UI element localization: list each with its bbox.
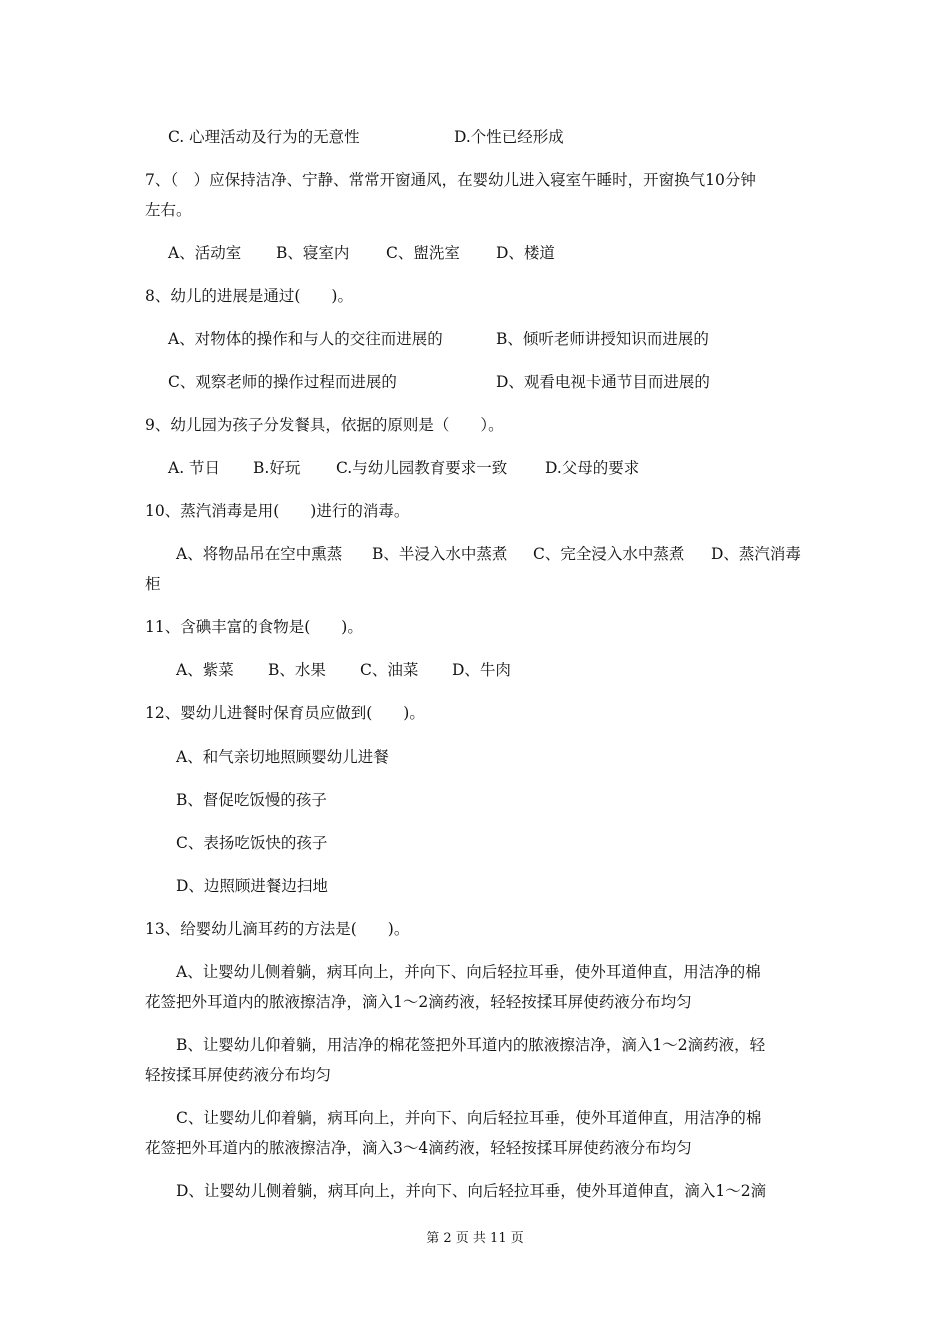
option-b: B、倾听老师讲授知识而进展的 <box>496 330 709 348</box>
option-a: A. 节日 <box>168 459 221 477</box>
page-footer: 第 2 页 共 11 页 <box>426 1231 524 1246</box>
option-d-continued: 柜 <box>145 575 161 593</box>
option-b: B、让婴幼儿仰着躺，用洁净的棉花签把外耳道内的脓液擦洁净，滴入1～2滴药液，轻 <box>176 1036 766 1054</box>
option-a: A、紫菜 <box>176 661 234 679</box>
question-text: 12、婴幼儿进餐时保育员应做到( )。 <box>145 704 425 722</box>
question-text: 8、幼儿的进展是通过( )。 <box>145 287 353 305</box>
option-a-continued: 花签把外耳道内的脓液擦洁净，滴入1～2滴药液，轻轻按揉耳屏使药液分布均匀 <box>145 993 692 1011</box>
option-b: B.好玩 <box>253 459 301 477</box>
option-d: D、让婴幼儿侧着躺，病耳向上，并向下、向后轻拉耳垂，使外耳道伸直，滴入1～2滴 <box>176 1182 767 1200</box>
question-text: 10、蒸汽消毒是用( )进行的消毒。 <box>145 502 410 520</box>
option-c: C、盥洗室 <box>386 244 460 262</box>
option-c: C.与幼儿园教育要求一致 <box>336 459 508 477</box>
option-d: D、观看电视卡通节目而进展的 <box>496 373 710 391</box>
option-d: D、蒸汽消毒 <box>711 545 801 563</box>
option-b: B、寝室内 <box>276 244 350 262</box>
option-c-continued: 花签把外耳道内的脓液擦洁净，滴入3～4滴药液，轻轻按揉耳屏使药液分布均匀 <box>145 1139 692 1157</box>
option-c: C、让婴幼儿仰着躺，病耳向上，并向下、向后轻拉耳垂，使外耳道伸直，用洁净的棉 <box>176 1109 762 1127</box>
option-a: A、活动室 <box>168 244 242 262</box>
question-text: 9、幼儿园为孩子分发餐具，依据的原则是（ ）。 <box>145 416 504 434</box>
option-c: C、表扬吃饭快的孩子 <box>176 834 328 852</box>
option-a: A、将物品吊在空中熏蒸 <box>176 545 343 563</box>
option-d: D、牛肉 <box>452 661 511 679</box>
option-c: C. 心理活动及行为的无意性 <box>168 128 360 146</box>
option-c: C、观察老师的操作过程而进展的 <box>168 373 397 391</box>
question-text: 11、含碘丰富的食物是( )。 <box>145 618 363 636</box>
option-b-continued: 轻按揉耳屏使药液分布均匀 <box>145 1066 332 1084</box>
option-a: A、和气亲切地照顾婴幼儿进餐 <box>176 748 389 766</box>
question-text: 13、给婴幼儿滴耳药的方法是( )。 <box>145 920 410 938</box>
option-d: D、边照顾进餐边扫地 <box>176 877 328 895</box>
option-d: D.父母的要求 <box>545 459 640 477</box>
option-b: B、水果 <box>268 661 326 679</box>
option-d: D、楼道 <box>496 244 555 262</box>
option-a: A、对物体的操作和与人的交往而进展的 <box>168 330 443 348</box>
option-a: A、让婴幼儿侧着躺，病耳向上，并向下、向后轻拉耳垂，使外耳道伸直，用洁净的棉 <box>176 963 761 981</box>
option-c: C、油菜 <box>360 661 419 679</box>
question-text-continued: 左右。 <box>145 201 192 219</box>
option-c: C、完全浸入水中蒸煮 <box>533 545 685 563</box>
option-b: B、督促吃饭慢的孩子 <box>176 791 327 809</box>
question-text: 7、（ ）应保持洁净、宁静、常常开窗通风，在婴幼儿进入寝室午睡时，开窗换气10分钟 <box>145 171 756 189</box>
option-b: B、半浸入水中蒸煮 <box>372 545 508 563</box>
option-d: D.个性已经形成 <box>454 128 564 146</box>
